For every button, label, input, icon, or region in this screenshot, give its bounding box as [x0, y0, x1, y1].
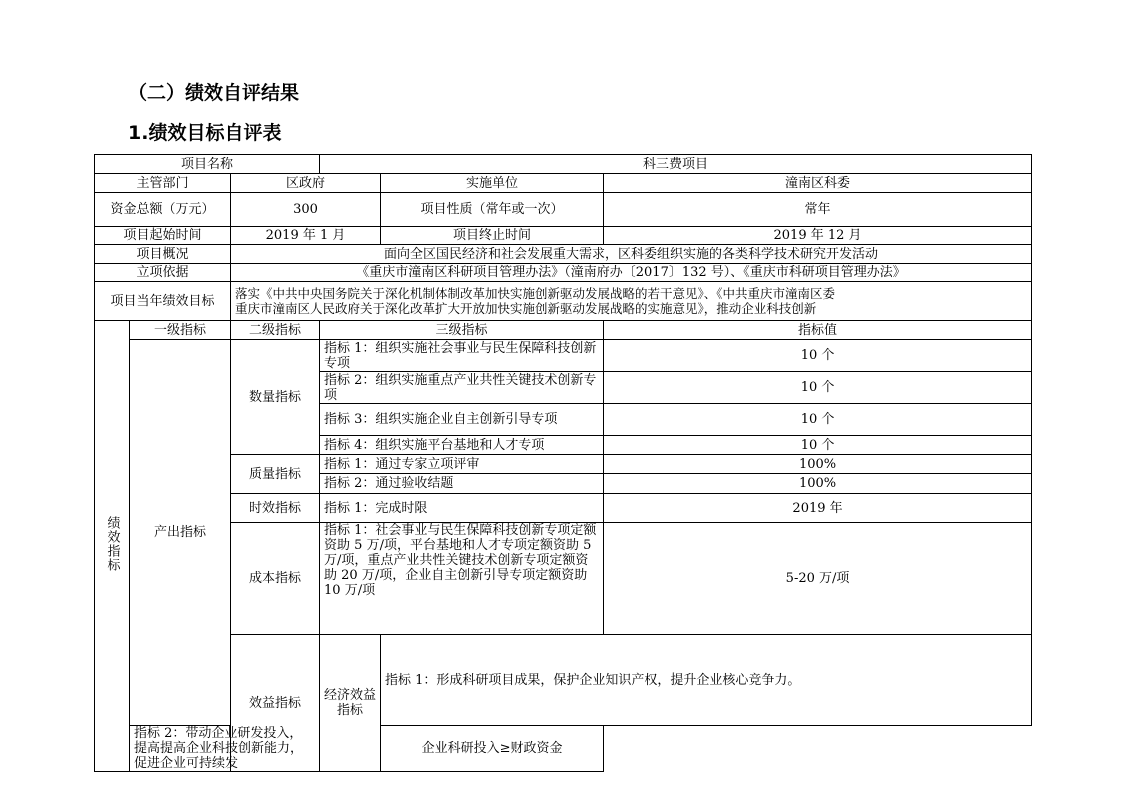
goal-label: 项目当年绩效目标	[95, 282, 231, 321]
table-row	[95, 174, 1032, 193]
indicator-q2-value: 10 个	[604, 372, 1032, 404]
output-label: 产出指标	[130, 340, 231, 726]
subsection-heading: 1.绩效目标自评表	[128, 122, 282, 144]
goal-line-1: 落实《中共中央国务院关于深化机制体制改革加快实施创新驱动发展战略的若干意见》、《中共重庆市潼南区委	[235, 286, 836, 301]
table-row	[95, 523, 1032, 635]
cost-label: 成本指标	[231, 523, 320, 635]
section-heading: （二）绩效自评结果	[128, 82, 300, 104]
nature-value: 常年	[604, 193, 1032, 227]
indicator-c1: 指标 1：社会事业与民生保障科技创新专项定额资助 5 万/项，平台基地和人才专项定额资助 5 万/项，重点产业共性关键技术创新专项定额资助 20 万/项，企业自主创新引导专项定额资助 10 万/项	[320, 523, 604, 635]
end-value: 2019 年 12 月	[604, 227, 1032, 245]
indicator-ql2: 指标 2：通过验收结题	[320, 474, 604, 494]
indicator-e1: 指标 1：形成科研项目成果，保护企业知识产权，提升企业核心竞争力。	[381, 635, 1032, 726]
dept-value: 区政府	[231, 174, 381, 193]
benefit-label: 效益指标	[231, 635, 320, 772]
table-row	[95, 340, 1032, 372]
goal-value	[231, 282, 1032, 321]
indicator-t1: 指标 1：完成时限	[320, 494, 604, 523]
perf-label: 绩效指标	[95, 321, 130, 772]
indicator-e2: 指标 2：带动企业研发投入，提高提高企业科技创新能力，促进企业可持续发	[130, 726, 320, 772]
overview-label: 项目概况	[95, 245, 231, 264]
indicator-e2-value: 企业科研投入≥财政资金	[381, 726, 604, 772]
table-row	[95, 726, 1032, 772]
table-row	[95, 282, 1032, 321]
fund-label: 资金总额（万元）	[95, 193, 231, 227]
col-level2-header: 二级指标	[231, 321, 320, 340]
indicator-c1-value: 5-20 万/项	[604, 523, 1032, 635]
econ-label: 经济效益指标	[320, 635, 381, 772]
goal-line-2: 重庆市潼南区人民政府关于深化改革扩大开放加快实施创新驱动发展战略的实施意见》，推动企业科技创新	[235, 301, 817, 316]
table-row	[95, 264, 1032, 282]
indicator-q1-value: 10 个	[604, 340, 1032, 372]
project-name-label: 项目名称	[95, 155, 320, 174]
nature-label: 项目性质（常年或一次）	[381, 193, 604, 227]
indicator-q4-value: 10 个	[604, 436, 1032, 455]
indicator-q2: 指标 2：组织实施重点产业共性关键技术创新专项	[320, 372, 604, 404]
quantity-label: 数量指标	[231, 340, 320, 455]
table-row	[95, 635, 1032, 726]
overview-value: 面向全区国民经济和社会发展重大需求，区科委组织实施的各类科学技术研究开发活动	[231, 245, 1032, 264]
table-row	[95, 494, 1032, 523]
indicator-q1: 指标 1：组织实施社会事业与民生保障科技创新专项	[320, 340, 604, 372]
col-value-header: 指标值	[604, 321, 1032, 340]
start-label: 项目起始时间	[95, 227, 231, 245]
indicator-t1-value: 2019 年	[604, 494, 1032, 523]
table-row	[95, 193, 1032, 227]
indicator-q3-value: 10 个	[604, 404, 1032, 436]
indicator-ql2-value: 100%	[604, 474, 1032, 494]
indicator-q4: 指标 4：组织实施平台基地和人才专项	[320, 436, 604, 455]
fund-value: 300	[231, 193, 381, 227]
quality-label: 质量指标	[231, 455, 320, 494]
indicator-q3: 指标 3：组织实施企业自主创新引导专项	[320, 404, 604, 436]
performance-table	[94, 154, 1032, 772]
indicator-ql1: 指标 1：通过专家立项评审	[320, 455, 604, 474]
indicator-ql1-value: 100%	[604, 455, 1032, 474]
timeliness-label: 时效指标	[231, 494, 320, 523]
impl-unit-label: 实施单位	[381, 174, 604, 193]
table-row	[95, 321, 1032, 340]
end-label: 项目终止时间	[381, 227, 604, 245]
impl-unit-value: 潼南区科委	[604, 174, 1032, 193]
project-name-value: 科三费项目	[320, 155, 1032, 174]
dept-label: 主管部门	[95, 174, 231, 193]
table-row	[95, 455, 1032, 474]
col-level3-header: 三级指标	[320, 321, 604, 340]
table-row	[95, 155, 1032, 174]
col-level1-header: 一级指标	[130, 321, 231, 340]
start-value: 2019 年 1 月	[231, 227, 381, 245]
table-row	[95, 227, 1032, 245]
basis-label: 立项依据	[95, 264, 231, 282]
basis-value: 《重庆市潼南区科研项目管理办法》（潼南府办〔2017〕132 号）、《重庆市科研项目管理办法》	[231, 264, 1032, 282]
table-row	[95, 245, 1032, 264]
